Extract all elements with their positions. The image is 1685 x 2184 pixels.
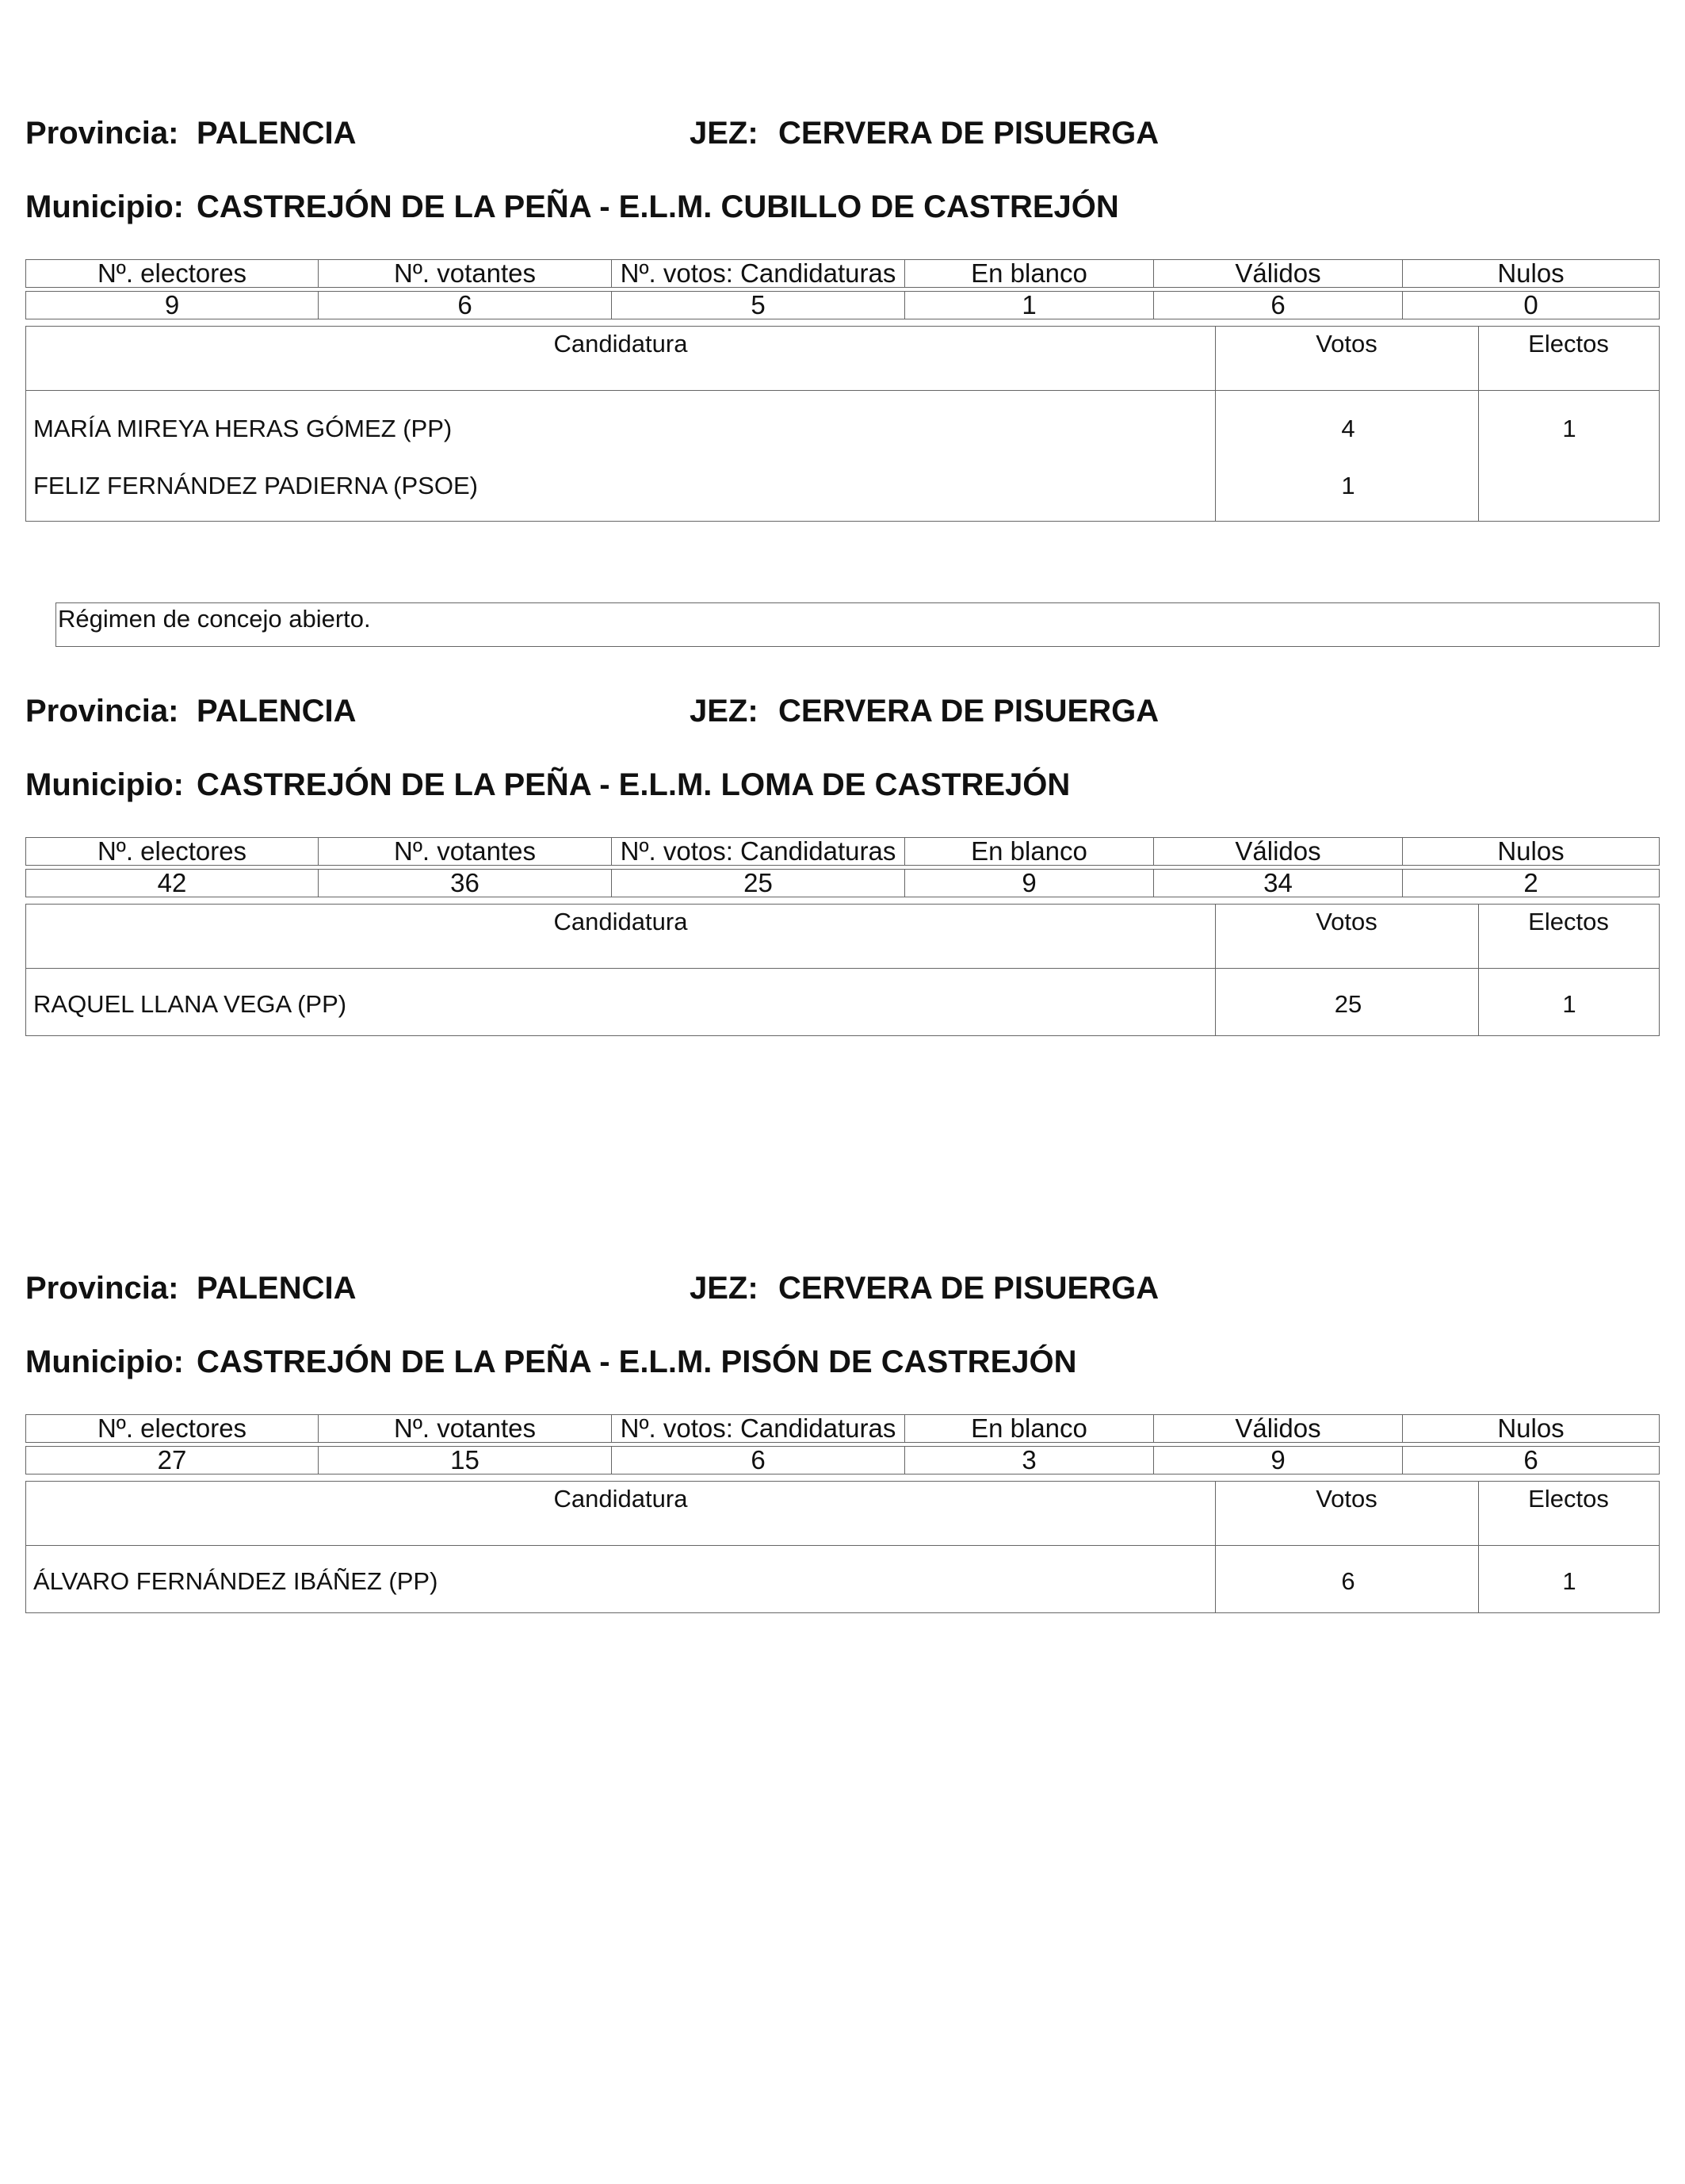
stats-header-votantes: Nº. votantes bbox=[319, 1414, 612, 1443]
candidate-votos: 6 bbox=[1341, 1567, 1355, 1595]
stats-value-electores: 42 bbox=[25, 869, 319, 897]
header-votos: Votos bbox=[1316, 330, 1377, 358]
stats-header-nulos: Nulos bbox=[1403, 1414, 1660, 1443]
provincia-value: PALENCIA bbox=[197, 116, 357, 151]
candidate-electos: 1 bbox=[1562, 990, 1576, 1018]
header-candidatura: Candidatura bbox=[553, 330, 688, 358]
stats-value-votos-candidaturas: 5 bbox=[612, 291, 905, 319]
regimen-note: Régimen de concejo abierto. bbox=[55, 602, 1660, 647]
candidates-header bbox=[26, 905, 1659, 969]
candidate-votos: 25 bbox=[1334, 990, 1362, 1018]
candidates-header bbox=[26, 327, 1659, 391]
header-candidatura: Candidatura bbox=[553, 908, 688, 935]
stats-value-validos: 34 bbox=[1154, 869, 1403, 897]
candidate-row bbox=[26, 969, 1659, 1035]
stats-header-nulos: Nulos bbox=[1403, 259, 1660, 288]
stats-header-row bbox=[25, 259, 1660, 288]
stats-value-nulos: 6 bbox=[1403, 1446, 1660, 1474]
candidate-name: ÁLVARO FERNÁNDEZ IBÁÑEZ (PP) bbox=[33, 1567, 438, 1595]
provincia-label: Provincia: bbox=[25, 1271, 179, 1306]
candidate-row bbox=[26, 454, 1659, 521]
stats-table bbox=[25, 834, 1660, 901]
candidate-name: RAQUEL LLANA VEGA (PP) bbox=[33, 990, 347, 1018]
header-candidatura: Candidatura bbox=[553, 1485, 688, 1513]
stats-header-votantes: Nº. votantes bbox=[319, 837, 612, 866]
stats-value-votos-candidaturas: 6 bbox=[612, 1446, 905, 1474]
stats-header-votos-candidaturas: Nº. votos: Candidaturas bbox=[612, 1414, 905, 1443]
stats-value-votantes: 15 bbox=[319, 1446, 612, 1474]
stats-header-electores: Nº. electores bbox=[25, 837, 319, 866]
stats-header-en-blanco: En blanco bbox=[905, 259, 1154, 288]
header-votos: Votos bbox=[1316, 908, 1377, 935]
candidate-electos: 1 bbox=[1562, 1567, 1576, 1595]
jez-value: CERVERA DE PISUERGA bbox=[778, 116, 1160, 151]
municipio-label: Municipio: bbox=[25, 1344, 184, 1379]
candidates-table bbox=[25, 1481, 1660, 1613]
stats-value-validos: 6 bbox=[1154, 291, 1403, 319]
jez-label: JEZ: bbox=[690, 1271, 758, 1306]
stats-header-validos: Válidos bbox=[1154, 837, 1403, 866]
stats-header-validos: Válidos bbox=[1154, 259, 1403, 288]
stats-value-votos-candidaturas: 25 bbox=[612, 869, 905, 897]
stats-header-row bbox=[25, 1414, 1660, 1443]
municipio-label: Municipio: bbox=[25, 189, 184, 224]
stats-value-validos: 9 bbox=[1154, 1446, 1403, 1474]
stats-header-nulos: Nulos bbox=[1403, 837, 1660, 866]
candidate-electos: 1 bbox=[1562, 415, 1576, 442]
provincia-label: Provincia: bbox=[25, 116, 179, 151]
candidates-table bbox=[25, 326, 1660, 522]
municipio-line bbox=[25, 1342, 1660, 1382]
stats-header-validos: Válidos bbox=[1154, 1414, 1403, 1443]
provincia-value: PALENCIA bbox=[197, 1271, 357, 1306]
stats-value-row bbox=[25, 1446, 1660, 1474]
stats-header-votos-candidaturas: Nº. votos: Candidaturas bbox=[612, 259, 905, 288]
municipio-line bbox=[25, 765, 1660, 805]
candidate-name: MARÍA MIREYA HERAS GÓMEZ (PP) bbox=[33, 415, 453, 442]
stats-value-row bbox=[25, 291, 1660, 319]
stats-value-row bbox=[25, 869, 1660, 897]
stats-header-electores: Nº. electores bbox=[25, 259, 319, 288]
stats-value-electores: 27 bbox=[25, 1446, 319, 1474]
stats-value-votantes: 36 bbox=[319, 869, 612, 897]
stats-value-en-blanco: 3 bbox=[905, 1446, 1154, 1474]
stats-value-en-blanco: 9 bbox=[905, 869, 1154, 897]
header-votos: Votos bbox=[1316, 1485, 1377, 1513]
stats-header-votantes: Nº. votantes bbox=[319, 259, 612, 288]
stats-table bbox=[25, 256, 1660, 323]
candidate-row bbox=[26, 1546, 1659, 1612]
header-electos: Electos bbox=[1528, 1485, 1609, 1513]
jez-label: JEZ: bbox=[690, 694, 758, 729]
municipio-label: Municipio: bbox=[25, 767, 184, 802]
header-electos: Electos bbox=[1528, 908, 1609, 935]
candidate-row bbox=[26, 391, 1659, 454]
provincia-line bbox=[25, 1268, 1660, 1308]
stats-value-nulos: 2 bbox=[1403, 869, 1660, 897]
stats-value-votantes: 6 bbox=[319, 291, 612, 319]
jez-value: CERVERA DE PISUERGA bbox=[778, 694, 1160, 729]
stats-header-en-blanco: En blanco bbox=[905, 837, 1154, 866]
candidates-header bbox=[26, 1482, 1659, 1546]
stats-header-row bbox=[25, 837, 1660, 866]
municipio-value: CASTREJÓN DE LA PEÑA - E.L.M. PISÓN DE CASTREJÓN bbox=[197, 1344, 1077, 1379]
municipio-value: CASTREJÓN DE LA PEÑA - E.L.M. LOMA DE CASTREJÓN bbox=[197, 767, 1071, 802]
stats-value-nulos: 0 bbox=[1403, 291, 1660, 319]
provincia-value: PALENCIA bbox=[197, 694, 357, 729]
candidates-table bbox=[25, 904, 1660, 1036]
jez-value: CERVERA DE PISUERGA bbox=[778, 1271, 1160, 1306]
stats-table bbox=[25, 1411, 1660, 1478]
stats-header-electores: Nº. electores bbox=[25, 1414, 319, 1443]
header-electos: Electos bbox=[1528, 330, 1609, 358]
stats-header-votos-candidaturas: Nº. votos: Candidaturas bbox=[612, 837, 905, 866]
provincia-label: Provincia: bbox=[25, 694, 179, 729]
candidate-votos: 4 bbox=[1341, 415, 1355, 442]
candidate-name: FELIZ FERNÁNDEZ PADIERNA (PSOE) bbox=[33, 472, 478, 499]
municipio-value: CASTREJÓN DE LA PEÑA - E.L.M. CUBILLO DE CASTREJÓN bbox=[197, 189, 1119, 224]
candidate-votos: 1 bbox=[1341, 472, 1355, 499]
municipio-line bbox=[25, 187, 1660, 227]
provincia-line bbox=[25, 691, 1660, 731]
provincia-line bbox=[25, 113, 1660, 153]
candidate-electos bbox=[1480, 454, 1659, 521]
stats-value-en-blanco: 1 bbox=[905, 291, 1154, 319]
jez-label: JEZ: bbox=[690, 116, 758, 151]
stats-header-en-blanco: En blanco bbox=[905, 1414, 1154, 1443]
stats-value-electores: 9 bbox=[25, 291, 319, 319]
